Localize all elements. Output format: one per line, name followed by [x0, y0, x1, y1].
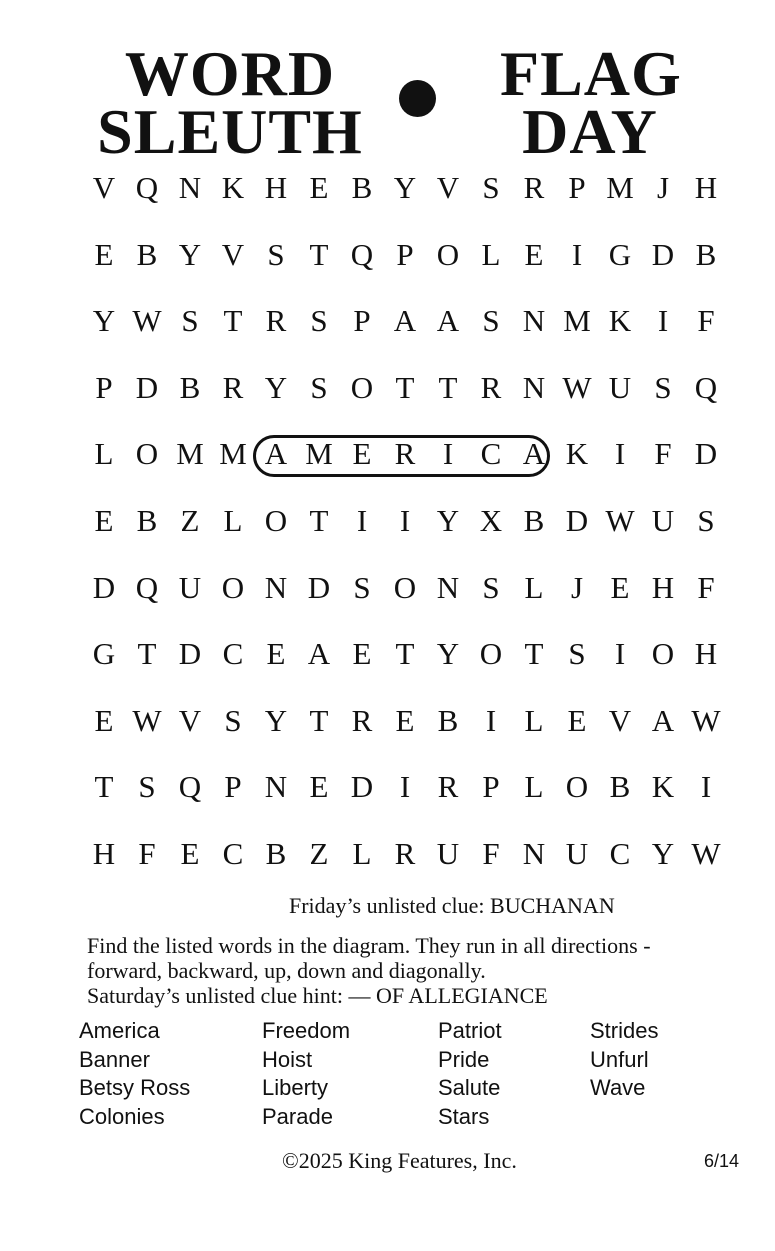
instructions-line: forward, backward, up, down and diagonally.	[87, 958, 486, 983]
title-line: DAY	[522, 96, 658, 167]
grid-cell[interactable]: P	[224, 769, 242, 805]
grid-cell[interactable]: E	[180, 836, 200, 871]
grid-cell[interactable]: N	[436, 569, 460, 605]
grid-cell[interactable]: Q	[135, 170, 159, 205]
instructions-line: Saturday’s unlisted clue hint: — OF ALLEGIANCE	[87, 983, 548, 1008]
grid-cell[interactable]: F	[697, 569, 715, 605]
grid-cell[interactable]: O	[393, 569, 417, 605]
grid-cell[interactable]: I	[442, 436, 454, 472]
grid-cell[interactable]: V	[436, 170, 460, 205]
word-list-column	[438, 1017, 502, 1131]
grid-cell[interactable]: N	[264, 769, 288, 805]
word-list-item: Stars	[438, 1103, 490, 1129]
grid-cell[interactable]: J	[656, 170, 670, 205]
grid-cell[interactable]: W	[605, 503, 635, 538]
grid-cell[interactable]: A	[307, 636, 331, 672]
grid-cell[interactable]: C	[609, 836, 631, 871]
grid-cell[interactable]: E	[352, 636, 372, 672]
grid-cell[interactable]: R	[437, 769, 459, 805]
grid-cell[interactable]: A	[393, 303, 417, 339]
word-list-item: America	[79, 1018, 160, 1043]
grid-cell[interactable]: C	[480, 436, 502, 472]
word-list-item: Pride	[438, 1046, 490, 1072]
grid-cell[interactable]: S	[482, 569, 500, 605]
grid-cell[interactable]: R	[265, 303, 287, 339]
grid-cell[interactable]: T	[94, 769, 114, 805]
grid-cell[interactable]: O	[350, 369, 374, 405]
grid-cell[interactable]: N	[178, 170, 202, 205]
grid-cell[interactable]: E	[610, 569, 630, 605]
word-list-item: Strides	[590, 1018, 659, 1043]
grid-cell[interactable]: N	[264, 569, 288, 605]
grid-cell[interactable]: D	[350, 769, 374, 805]
grid-cell[interactable]: B	[523, 503, 545, 538]
grid-cell[interactable]: M	[219, 436, 247, 472]
grid-cell[interactable]: X	[479, 503, 503, 538]
grid-cell[interactable]: O	[565, 769, 589, 805]
grid-cell[interactable]: U	[436, 836, 460, 871]
friday-clue: Friday’s unlisted clue: BUCHANAN	[289, 893, 615, 918]
word-list-item: Liberty	[262, 1075, 329, 1100]
grid-cell[interactable]: S	[181, 303, 199, 339]
grid-cell[interactable]: H	[651, 569, 675, 605]
grid-cell[interactable]: T	[524, 636, 544, 672]
word-list-item: Banner	[79, 1046, 150, 1072]
grid-cell[interactable]: B	[136, 503, 158, 538]
grid-cell[interactable]: B	[609, 769, 631, 805]
grid-cell[interactable]: L	[352, 836, 372, 871]
grid-cell[interactable]: L	[94, 436, 114, 472]
grid-cell[interactable]: B	[695, 236, 717, 272]
grid-cell[interactable]: W	[132, 702, 162, 738]
grid-cell[interactable]: C	[222, 836, 244, 871]
grid-cell[interactable]: Y	[436, 503, 460, 538]
grid-cell[interactable]: E	[94, 236, 114, 272]
grid-cell[interactable]: O	[479, 636, 503, 672]
copyright: ©2025 King Features, Inc.	[282, 1148, 517, 1173]
grid-cell[interactable]: I	[657, 303, 669, 339]
grid-cell[interactable]: P	[482, 769, 500, 805]
grid-cell[interactable]: S	[353, 569, 371, 605]
grid-cell[interactable]: H	[694, 636, 718, 672]
grid-cell[interactable]: A	[264, 436, 288, 472]
grid-cell[interactable]: T	[309, 236, 329, 272]
grid-cell[interactable]: S	[310, 303, 328, 339]
word-list-item: Colonies	[79, 1103, 165, 1129]
grid-cell[interactable]: M	[176, 436, 204, 472]
grid-cell[interactable]: T	[395, 636, 415, 672]
grid-cell[interactable]: A	[436, 303, 460, 339]
grid-cell[interactable]: T	[137, 636, 157, 672]
grid-cell[interactable]: I	[356, 503, 368, 538]
grid-cell[interactable]: I	[614, 436, 626, 472]
grid-cell[interactable]: Y	[651, 836, 675, 871]
grid-cell[interactable]: D	[651, 236, 675, 272]
grid-cell[interactable]: T	[438, 369, 458, 405]
grid-cell[interactable]: E	[395, 702, 415, 738]
word-list-item: Betsy Ross	[79, 1075, 191, 1100]
word-list-item: Wave	[590, 1075, 646, 1100]
grid-cell[interactable]: V	[92, 170, 116, 205]
word-list-item: Patriot	[438, 1018, 502, 1043]
grid-cell[interactable]: Y	[264, 702, 288, 738]
grid-cell[interactable]: V	[221, 236, 245, 272]
grid-cell[interactable]: K	[565, 436, 589, 472]
grid-cell[interactable]: W	[691, 702, 721, 738]
grid-cell[interactable]: S	[654, 369, 672, 405]
grid-cell[interactable]: E	[524, 236, 544, 272]
grid-cell[interactable]: L	[524, 769, 544, 805]
grid-cell[interactable]: F	[697, 303, 715, 339]
grid-cell[interactable]: R	[394, 836, 416, 871]
grid-cell[interactable]: U	[651, 503, 675, 538]
title-line: WORD	[124, 38, 336, 109]
grid-cell[interactable]: O	[264, 503, 288, 538]
instructions	[87, 933, 737, 1008]
word-list-column	[79, 1017, 190, 1131]
word-list-item: Freedom	[262, 1018, 351, 1043]
grid-cell[interactable]: E	[352, 436, 372, 472]
word-list-column	[262, 1017, 350, 1131]
grid-cell[interactable]: T	[309, 702, 329, 738]
grid-cell[interactable]: E	[309, 769, 329, 805]
grid-cell[interactable]: K	[651, 769, 675, 805]
grid-cell[interactable]: N	[522, 369, 546, 405]
grid-cell[interactable]: R	[222, 369, 244, 405]
grid-cell[interactable]: P	[95, 369, 113, 405]
grid-cell[interactable]: L	[524, 702, 544, 738]
grid-cell[interactable]: I	[614, 636, 626, 672]
grid-cell[interactable]: F	[654, 436, 672, 472]
grid-cell[interactable]: D	[307, 569, 331, 605]
grid-cell[interactable]: E	[94, 702, 114, 738]
grid-cell[interactable]: I	[700, 769, 712, 805]
grid-cell[interactable]: V	[608, 702, 632, 738]
grid-cell[interactable]: W	[132, 303, 162, 339]
grid-cell[interactable]: E	[266, 636, 286, 672]
grid-cell[interactable]: Y	[264, 369, 288, 405]
grid-cell[interactable]: I	[485, 702, 497, 738]
grid-cell[interactable]: F	[482, 836, 500, 871]
word-list-item: Hoist	[262, 1046, 313, 1072]
grid-cell[interactable]: R	[523, 170, 545, 205]
grid-cell[interactable]: H	[694, 170, 718, 205]
title-flag-day	[500, 38, 682, 167]
grid-cell[interactable]: S	[697, 503, 715, 538]
puzzle-date: 6/14	[704, 1151, 740, 1171]
grid-cell[interactable]: M	[563, 303, 591, 339]
grid-cell[interactable]: S	[224, 702, 242, 738]
grid-cell[interactable]: E	[309, 170, 329, 205]
grid-cell[interactable]: M	[606, 170, 634, 205]
grid-cell[interactable]: D	[92, 569, 116, 605]
grid-cell[interactable]: B	[437, 702, 459, 738]
grid-cell[interactable]: D	[694, 436, 718, 472]
grid-cell[interactable]: L	[524, 569, 544, 605]
grid-cell[interactable]: Y	[393, 170, 417, 205]
grid-cell[interactable]: B	[179, 369, 201, 405]
letter-grid	[82, 160, 732, 880]
grid-cell[interactable]: T	[309, 503, 329, 538]
grid-cell[interactable]: K	[608, 303, 632, 339]
grid-cell[interactable]: K	[221, 170, 245, 205]
grid-cell[interactable]: A	[651, 702, 675, 738]
grid-cell[interactable]: B	[265, 836, 287, 871]
grid-cell[interactable]: Y	[436, 636, 460, 672]
grid-cell[interactable]: B	[351, 170, 373, 205]
grid-cell[interactable]: N	[522, 836, 546, 871]
grid-cell[interactable]: L	[481, 236, 501, 272]
grid-cell[interactable]: H	[92, 836, 116, 871]
grid-cell[interactable]: U	[565, 836, 589, 871]
grid-cell[interactable]: S	[482, 170, 500, 205]
grid-cell[interactable]: R	[480, 369, 502, 405]
grid-cell[interactable]: P	[353, 303, 371, 339]
grid-cell[interactable]: P	[396, 236, 414, 272]
grid-cell[interactable]: B	[136, 236, 158, 272]
grid-cell[interactable]: O	[135, 436, 159, 472]
grid-cell[interactable]: J	[570, 569, 584, 605]
grid-cell[interactable]: W	[691, 836, 721, 871]
grid-cell[interactable]: O	[221, 569, 245, 605]
grid-cell[interactable]: N	[522, 303, 546, 339]
grid-cell[interactable]: A	[522, 436, 546, 472]
grid-cell[interactable]: E	[94, 503, 114, 538]
grid-cell[interactable]: S	[568, 636, 586, 672]
title-line: FLAG	[500, 38, 682, 109]
grid-cell[interactable]: L	[223, 503, 243, 538]
word-list-column	[590, 1017, 658, 1103]
grid-cell[interactable]: W	[562, 369, 592, 405]
grid-cell[interactable]: D	[135, 369, 159, 405]
grid-cell[interactable]: Z	[309, 836, 329, 871]
word-list-item: Unfurl	[590, 1046, 649, 1072]
title-separator-dot	[399, 80, 436, 117]
instructions-line: Find the listed words in the diagram. They run in all directions -	[87, 933, 651, 958]
grid-cell[interactable]: V	[178, 702, 202, 738]
grid-cell[interactable]: S	[267, 236, 285, 272]
title-word-sleuth	[80, 38, 380, 167]
grid-cell[interactable]: O	[436, 236, 460, 272]
word-list-item: Salute	[438, 1075, 501, 1100]
grid-cell[interactable]: O	[651, 636, 675, 672]
grid-cell[interactable]: Y	[178, 236, 202, 272]
grid-cell[interactable]: T	[395, 369, 415, 405]
grid-cell[interactable]: Y	[92, 303, 116, 339]
grid-cell[interactable]: R	[394, 436, 416, 472]
grid-cell[interactable]: D	[178, 636, 202, 672]
grid-cell[interactable]: U	[608, 369, 632, 405]
grid-cell[interactable]: S	[482, 303, 500, 339]
grid-cell[interactable]: I	[399, 769, 411, 805]
grid-cell[interactable]: E	[567, 702, 587, 738]
grid-cell[interactable]: M	[305, 436, 333, 472]
grid-cell[interactable]: R	[351, 702, 373, 738]
grid-cell[interactable]: Z	[180, 503, 200, 538]
grid-cell[interactable]: D	[565, 503, 589, 538]
grid-cell[interactable]: I	[399, 503, 411, 538]
grid-cell[interactable]: S	[310, 369, 328, 405]
grid-cell[interactable]: S	[138, 769, 156, 805]
grid-cell[interactable]: Q	[135, 569, 159, 605]
title-line: SLEUTH	[97, 96, 363, 167]
grid-cell[interactable]: Q	[178, 769, 202, 805]
grid-cell[interactable]: G	[608, 236, 632, 272]
grid-cell[interactable]: F	[138, 836, 156, 871]
grid-cell[interactable]: I	[571, 236, 583, 272]
grid-cell[interactable]: Q	[350, 236, 374, 272]
grid-cell[interactable]: P	[568, 170, 586, 205]
grid-cell[interactable]: H	[264, 170, 288, 205]
grid-cell[interactable]: G	[92, 636, 116, 672]
grid-cell[interactable]: C	[222, 636, 244, 672]
grid-cell[interactable]: U	[178, 569, 202, 605]
word-list-item: Parade	[262, 1103, 333, 1129]
grid-cell[interactable]: T	[223, 303, 243, 339]
grid-cell[interactable]: Q	[694, 369, 718, 405]
